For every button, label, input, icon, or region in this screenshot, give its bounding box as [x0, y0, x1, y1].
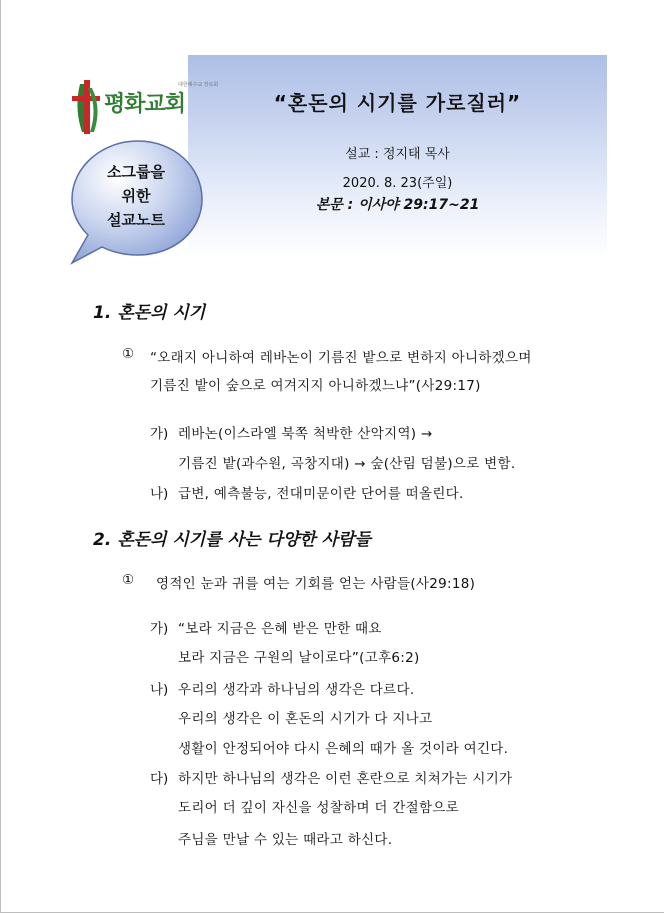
sub-marker: 가) [150, 426, 169, 442]
church-name: 평화교회 [104, 92, 186, 117]
logo-subtitle: 대한예수교 장로회 [178, 82, 219, 88]
sermon-title: “혼돈의 시기를 가로질러” [273, 91, 522, 115]
sermon-date: 2020. 8. 23(주일) [342, 176, 453, 191]
text-line: 주님을 만날 수 있는 때라고 하신다. [178, 832, 393, 848]
text-line: “보라 지금은 은혜 받은 만한 때요 [178, 621, 382, 637]
text-line: 영적인 눈과 귀를 여는 기회를 얻는 사람들(사29:18) [156, 576, 476, 592]
text-line: 급변, 예측불능, 전대미문이란 단어를 떠올린다. [178, 486, 464, 502]
bubble-line: 설교노트 [107, 211, 165, 229]
church-logo [70, 78, 219, 134]
bubble-text [84, 160, 188, 232]
section-2-title: 2. 혼돈의 시기를 사는 다양한 사람들 [93, 530, 371, 550]
sub-marker: 가) [150, 621, 169, 637]
text-line: 도리어 더 깊이 자신을 성찰하며 더 간절함으로 [178, 800, 460, 816]
scripture-reference: 본문 : 이사야 29:17~21 [315, 197, 480, 213]
text-line: 우리의 생각은 이 혼돈의 시기가 다 지나고 [178, 711, 433, 727]
sub-marker: 다) [150, 771, 169, 787]
text-line: 생활이 안정되어야 다시 은혜의 때가 올 것이라 여긴다. [178, 741, 509, 757]
text-line: “오래지 아니하여 레바논이 기름진 밭으로 변하지 아니하겠으며 [150, 350, 532, 366]
bubble-line: 위한 [121, 187, 151, 205]
cross-logo-icon [70, 78, 102, 134]
item-marker: ① [122, 346, 135, 362]
text-line: 기름진 밭이 숲으로 여겨지지 아니하겠느냐”(사29:17) [150, 378, 481, 394]
section-1-title: 1. 혼돈의 시기 [93, 303, 206, 323]
text-line: 우리의 생각과 하나님의 생각은 다르다. [178, 682, 415, 698]
text-line: 보라 지금은 구원의 날이로다”(고후6:2) [178, 650, 420, 666]
sub-marker: 나) [150, 486, 169, 502]
text-line: 레바논(이스라엘 북쪽 척박한 산악지역) → [178, 426, 433, 442]
sub-marker: 나) [150, 682, 169, 698]
bubble-line: 소그룹을 [107, 163, 165, 181]
text-line: 하지만 하나님의 생각은 이런 혼란으로 치쳐가는 시기가 [178, 771, 513, 787]
text-line: 기름진 밭(과수원, 곡창지대) → 숲(산림 덤불)으로 변함. [178, 456, 516, 472]
preacher: 설교 : 정지태 목사 [345, 147, 450, 162]
item-marker: ① [122, 572, 135, 588]
